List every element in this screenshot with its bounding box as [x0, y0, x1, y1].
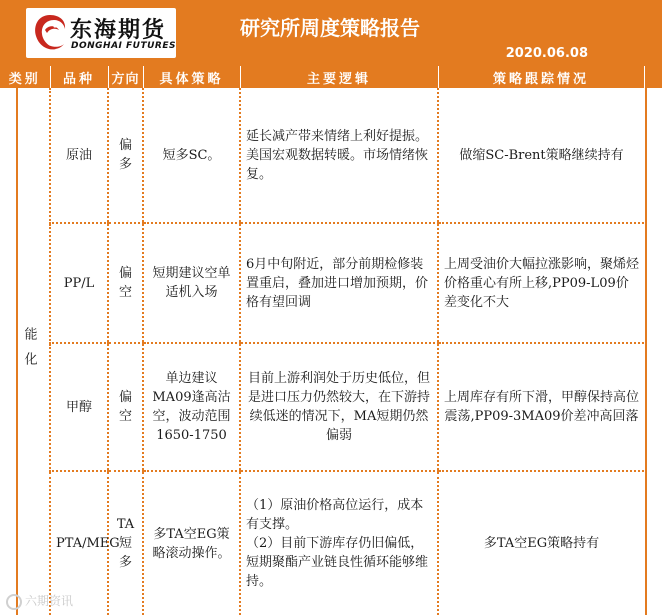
watermark-logo-icon [6, 594, 22, 610]
variety-cell: PTA/MEG [50, 471, 108, 615]
report-title: 研究所周度策略报告 [240, 16, 420, 40]
logic-line: （1）原油价格高位运行，成本有支撑。 [246, 498, 424, 532]
category-cell [0, 88, 50, 615]
watermark-text: 六期资讯 [25, 594, 74, 608]
strategy-table [0, 66, 662, 615]
direction-cell: TA短多 [108, 471, 143, 615]
logic-cell: 目前上游利润处于历史低位，但是进口压力仍然较大，在下游持续低迷的情况下，MA短期仍然偏弱 [240, 343, 438, 471]
logic-line: （2）目前下游库存仍旧偏低，短期聚酯产业链良性循环能够维持。 [246, 536, 429, 589]
report-date: 2020.06.08 [505, 46, 588, 61]
logic-cell: 延长减产带来情绪上利好提振。美国宏观数据转暖。市场情绪恢复。 [240, 88, 438, 223]
variety-cell: 甲醇 [50, 343, 108, 471]
direction-cell: 偏多 [108, 88, 143, 223]
table-row [0, 88, 662, 223]
col-header-strategy: 具体策略 [143, 66, 240, 88]
report-header [0, 0, 662, 66]
table-row [0, 471, 662, 615]
table-row [0, 343, 662, 471]
table-row [0, 223, 662, 343]
tracking-cell: 做缩SC-Brent策略继续持有 [438, 88, 644, 223]
category-label: 能化 [21, 326, 37, 377]
col-header-tracking: 策略跟踪情况 [438, 66, 644, 88]
logo-english-name: DONGHAI FUTURES [71, 41, 176, 51]
strategy-cell: 多TA空EG策略滚动操作。 [143, 471, 240, 615]
col-header-category: 类别 [0, 66, 50, 88]
tracking-cell: 多TA空EG策略持有 [438, 471, 644, 615]
logic-cell: 6月中旬附近，部分前期检修装置重启，叠加进口增加预期，价格有望回调 [240, 223, 438, 343]
col-header-direction: 方向 [108, 66, 143, 88]
strategy-cell: 短期建议空单适机入场 [143, 223, 240, 343]
tracking-cell: 上周库存有所下滑，甲醇保持高位震荡,PP09-3MA09价差冲高回落 [438, 343, 644, 471]
table-header-row [0, 66, 662, 88]
tracking-cell: 上周受油价大幅拉涨影响，聚烯烃价格重心有所上移,PP09-L09价差变化不大 [438, 223, 644, 343]
variety-cell: 原油 [50, 88, 108, 223]
company-logo [26, 8, 176, 58]
watermark [6, 592, 73, 610]
strategy-cell: 单边建议MA09逢高沽空，波动范围1650-1750 [143, 343, 240, 471]
dragon-logo-icon [30, 12, 70, 54]
direction-cell: 偏空 [108, 223, 143, 343]
logic-cell [240, 471, 438, 615]
col-header-variety: 品种 [50, 66, 108, 88]
variety-cell: PP/L [50, 223, 108, 343]
strategy-cell: 短多SC。 [143, 88, 240, 223]
col-header-logic: 主要逻辑 [240, 66, 438, 88]
direction-cell: 偏空 [108, 343, 143, 471]
logo-chinese-name: 东海期货 [70, 17, 167, 43]
